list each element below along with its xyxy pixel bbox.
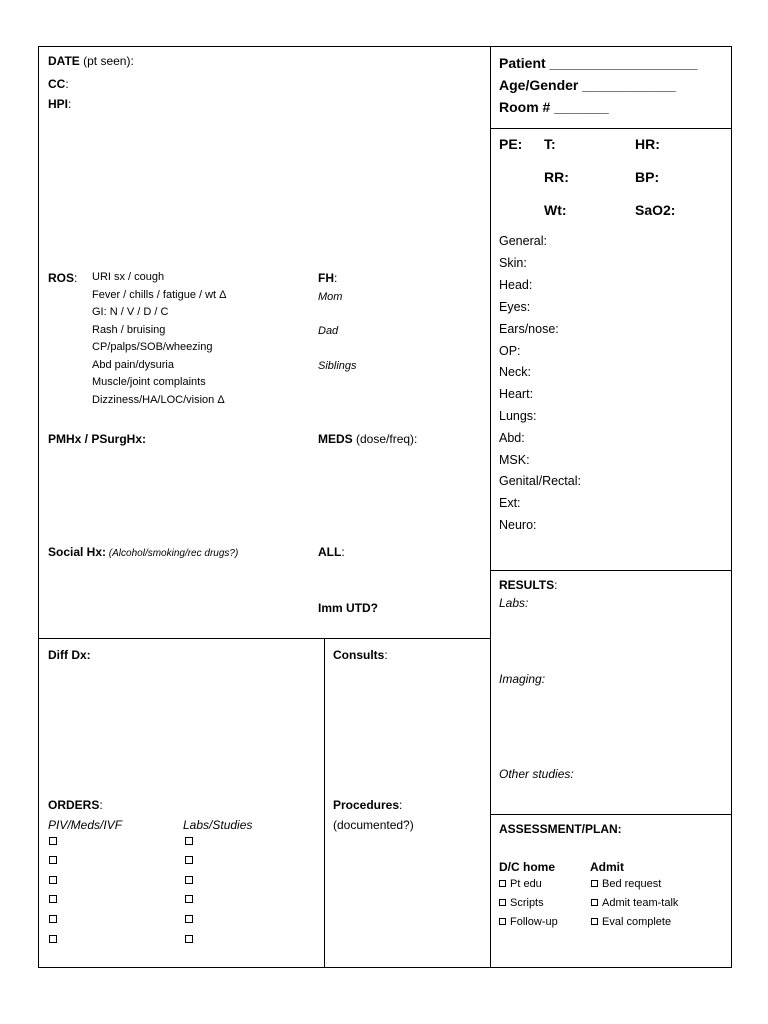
vertical-divider-bottom (324, 638, 325, 968)
ros-item-gi: GI: N / V / D / C (92, 306, 169, 318)
vital-t: T: (544, 136, 556, 152)
pe-abd: Abd: (499, 431, 525, 445)
ros-item-dizziness: Dizziness/HA/LOC/vision Δ (92, 394, 225, 406)
imm-utd-label: Imm UTD? (318, 601, 378, 615)
order-checkbox[interactable] (49, 895, 57, 903)
fh-siblings: Siblings (318, 360, 357, 372)
pe-ears-nose: Ears/nose: (499, 322, 559, 336)
age-gender-line: Age/Gender ____________ (499, 77, 676, 93)
fh-dad: Dad (318, 325, 339, 337)
vertical-divider-main (490, 46, 491, 968)
pe-skin: Skin: (499, 256, 527, 270)
pe-op: OP: (499, 344, 521, 358)
order-checkbox[interactable] (49, 935, 57, 943)
admit-item-team-talk[interactable]: Admit team-talk (591, 897, 678, 910)
pe-neck: Neck: (499, 365, 531, 379)
date-label: DATE (48, 54, 80, 68)
dc-item-pt-edu[interactable]: Pt edu (499, 878, 542, 891)
pe-ext: Ext: (499, 496, 521, 510)
admit-item-bed-request[interactable]: Bed request (591, 878, 661, 891)
room-line: Room # _______ (499, 99, 609, 115)
checkbox-icon[interactable] (499, 880, 506, 887)
hpi-label: HPI (48, 97, 69, 111)
horizontal-divider-pe (490, 570, 732, 571)
study-checkbox[interactable] (185, 935, 193, 943)
pmhx-label: PMHx / PSurgHx: (48, 432, 147, 446)
results-label: RESULTS: (499, 578, 558, 592)
dc-item-follow-up[interactable]: Follow-up (499, 916, 558, 929)
ros-item-uri: URI sx / cough (92, 271, 165, 283)
hpi-field (48, 97, 71, 111)
assessment-plan-label: ASSESSMENT/PLAN: (499, 822, 622, 836)
order-checkbox[interactable] (49, 856, 57, 864)
date-field (48, 54, 134, 68)
results-labs: Labs: (499, 596, 529, 610)
fh-label: FH: (318, 271, 338, 285)
diff-dx-label: Diff Dx: (48, 648, 91, 662)
checkbox-icon[interactable] (591, 918, 598, 925)
admit-heading: Admit (590, 860, 624, 874)
vital-sao2: SaO2: (635, 202, 676, 218)
study-checkbox[interactable] (185, 876, 193, 884)
horizontal-divider-left (38, 638, 491, 639)
dc-home-heading: D/C home (499, 860, 556, 874)
ros-item-muscle: Muscle/joint complaints (92, 376, 206, 388)
pe-heart: Heart: (499, 387, 534, 401)
meds-label: MEDS (dose/freq): (318, 432, 418, 446)
allergies-label: ALL: (318, 545, 345, 559)
study-checkbox[interactable] (185, 837, 193, 845)
cc-colon: : (65, 77, 69, 91)
patient-line: Patient ___________________ (499, 55, 698, 71)
cc-field (48, 77, 69, 91)
pe-lungs: Lungs: (499, 409, 537, 423)
cc-label: CC (48, 77, 66, 91)
fh-mom: Mom (318, 291, 343, 303)
orders-col-labs: Labs/Studies (183, 818, 253, 832)
study-checkbox[interactable] (185, 915, 193, 923)
checkbox-icon[interactable] (591, 899, 598, 906)
study-checkbox[interactable] (185, 895, 193, 903)
pe-neuro: Neuro: (499, 518, 537, 532)
order-checkbox[interactable] (49, 876, 57, 884)
vital-wt: Wt: (544, 202, 567, 218)
ros-item-fever: Fever / chills / fatigue / wt Δ (92, 289, 227, 301)
pe-general: General: (499, 234, 547, 248)
admit-item-eval-complete[interactable]: Eval complete (591, 916, 671, 929)
pe-head: Head: (499, 278, 533, 292)
checkbox-icon[interactable] (499, 918, 506, 925)
order-checkbox[interactable] (49, 837, 57, 845)
results-imaging: Imaging: (499, 672, 546, 686)
checkbox-icon[interactable] (591, 880, 598, 887)
horizontal-divider-results (490, 814, 732, 815)
ros-item-rash: Rash / bruising (92, 324, 166, 336)
orders-label: ORDERS: (48, 798, 103, 812)
horizontal-divider-patient (490, 128, 732, 129)
consults-label: Consults: (333, 648, 388, 662)
date-hint: (pt seen): (79, 54, 134, 68)
dc-item-scripts[interactable]: Scripts (499, 897, 544, 910)
social-hx-label: Social Hx: (Alcohol/smoking/rec drugs?) (48, 545, 239, 559)
vital-bp: BP: (635, 169, 660, 185)
vital-rr: RR: (544, 169, 569, 185)
pe-msk: MSK: (499, 453, 530, 467)
study-checkbox[interactable] (185, 856, 193, 864)
ros-item-abd: Abd pain/dysuria (92, 359, 174, 371)
hpi-colon: : (68, 97, 72, 111)
checkbox-icon[interactable] (499, 899, 506, 906)
pe-genital-rectal: Genital/Rectal: (499, 474, 581, 488)
ros-label: ROS: (48, 271, 78, 285)
procedures-label: Procedures: (333, 798, 403, 812)
order-checkbox[interactable] (49, 915, 57, 923)
pe-eyes: Eyes: (499, 300, 531, 314)
orders-col-piv: PIV/Meds/IVF (48, 818, 123, 832)
ros-item-cp: CP/palps/SOB/wheezing (92, 341, 213, 353)
pe-label: PE: (499, 136, 523, 152)
results-other: Other studies: (499, 767, 574, 781)
vital-hr: HR: (635, 136, 660, 152)
procedures-hint: (documented?) (333, 818, 414, 832)
